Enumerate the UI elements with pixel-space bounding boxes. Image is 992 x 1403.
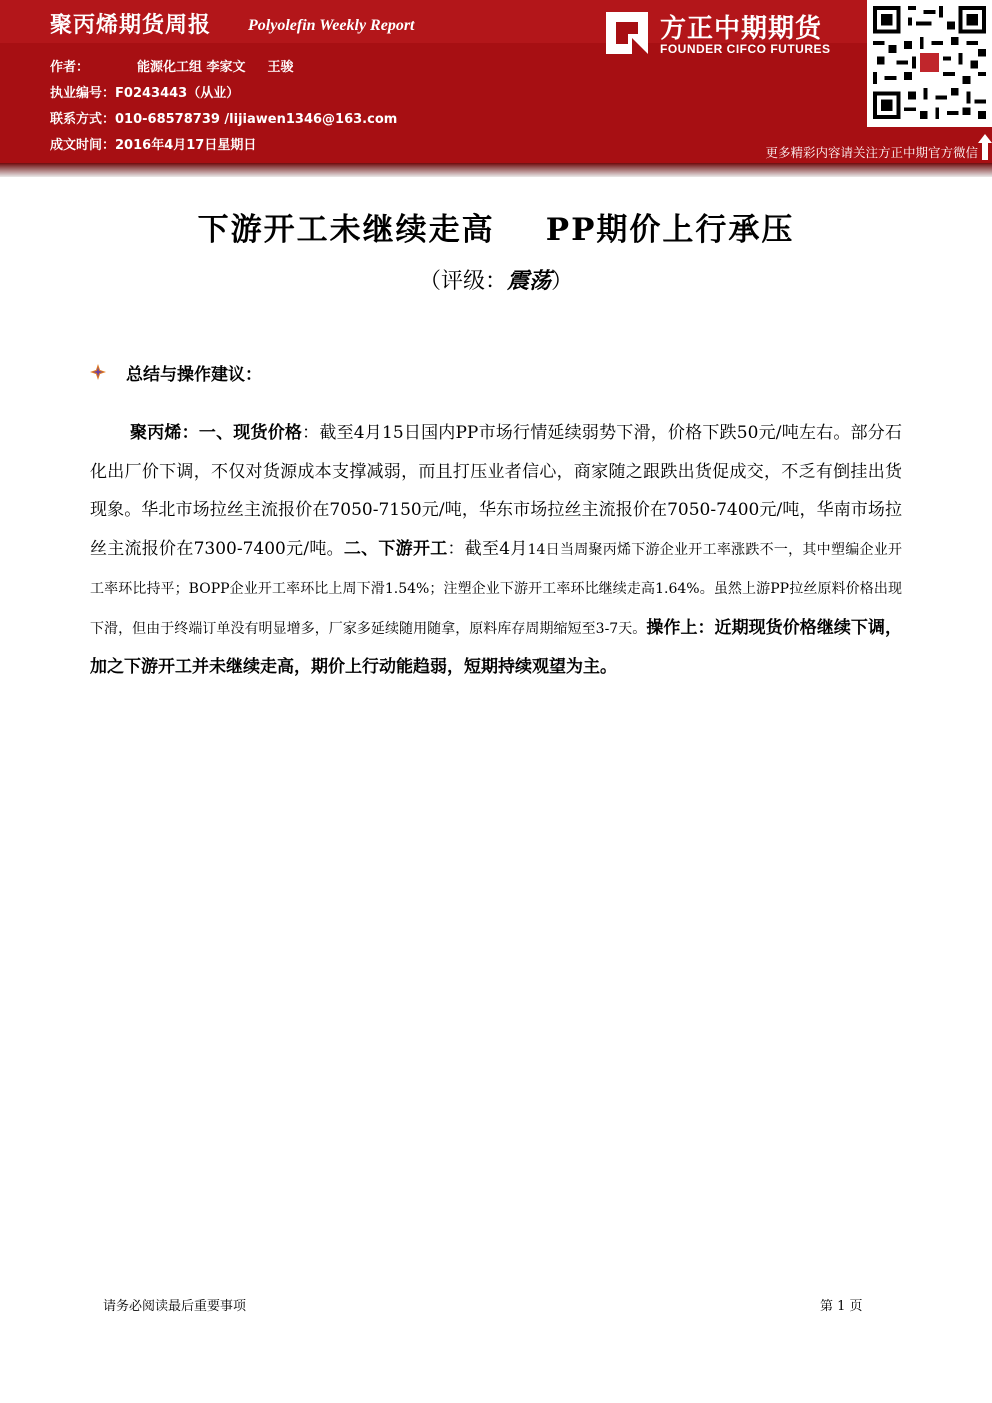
contact-line [50, 108, 397, 127]
operation-advice: 操作上：近期现货价格继续下调，加之下游开工并未继续走高，期价上行动能趋弱，短期持续观望为主。 [90, 617, 903, 677]
license-line [50, 82, 239, 101]
rating-value: 震荡 [506, 268, 551, 294]
report-title: 聚丙烯期货周报 [50, 13, 212, 38]
report-subtitle: Polyolefin Weekly Report [248, 17, 415, 34]
downstream-label: 二、下游开工 [343, 538, 448, 559]
rating-suffix: ） [551, 269, 574, 294]
contact-value[interactable]: 010-68578739 /lijiawen1346@163.com [115, 112, 398, 127]
date-value: 2016年4月17日星期日 [115, 138, 257, 153]
author-label: 作者： [50, 60, 90, 75]
author-line [50, 56, 294, 75]
company-logo [602, 8, 857, 58]
spot-price-label: 一、现货价格 [198, 423, 303, 443]
founder-logo-icon [602, 8, 652, 58]
diamond-bullet-icon [90, 364, 106, 380]
up-arrow-icon [978, 134, 992, 160]
footer-disclaimer-note: 请务必阅读最后重要事项 [103, 1299, 247, 1314]
section-heading-text: 总结与操作建议： [126, 365, 262, 385]
logo-english-name: FOUNDER CIFCO FUTURES [660, 42, 831, 56]
rating-prefix: （评级： [418, 269, 507, 294]
qr-code-icon [873, 6, 986, 119]
follow-bar [0, 140, 992, 163]
downstream-text-2: 14日当周聚丙烯下游企业开工率涨跌不一，其中塑编企业开工率环比持平；BOPP企业开工率环比上周下滑1.54%；注塑企业下游开工率环比继续走高1.64%。虽然上游PP拉丝原料价格出现下滑，但由于终端订单没有明显增多，厂家多延续随用随拿，原料库存周期缩短至3-7天。 [90, 541, 902, 637]
logo-chinese-name: 方正中期期货 [660, 14, 823, 44]
report-header [0, 0, 992, 163]
wechat-qr-code[interactable] [867, 0, 992, 127]
license-value: F0243443（从业） [115, 86, 240, 101]
author-second: 王骏 [267, 60, 294, 75]
author-group: 能源化工组 李家文 [137, 60, 246, 75]
contact-label: 联系方式： [50, 112, 116, 127]
spot-price-text: ：截至4月15日国内PP市场行情延续弱势下滑，价格下跌50元/吨左右。部分石化出厂价下调，不仅对货源成本支撑减弱，而且打压业者信心，商家随之跟跌出货促成交，不乏有倒挂出货现象。华北市场拉丝主流报价在7050-7150元/吨，华东市场拉丝主流报价在7050-7400元/吨，华南市场拉丝主流报价在7300-7400元/吨。 [90, 423, 903, 559]
rating-line [0, 264, 992, 295]
header-divider [0, 163, 992, 177]
document-title: 下游开工未继续走高 PP期价上行承压 [197, 212, 795, 248]
license-label: 执业编号： [50, 86, 116, 101]
follow-wechat-text[interactable]: 更多精彩内容请关注方正中期官方微信 [765, 145, 978, 160]
page-number: 第 1 页 [820, 1299, 863, 1314]
date-label: 成文时间： [50, 138, 116, 153]
summary-paragraph [90, 414, 902, 687]
product-label: 聚丙烯： [130, 423, 199, 443]
downstream-text-1: ：截至4月 [447, 538, 528, 559]
